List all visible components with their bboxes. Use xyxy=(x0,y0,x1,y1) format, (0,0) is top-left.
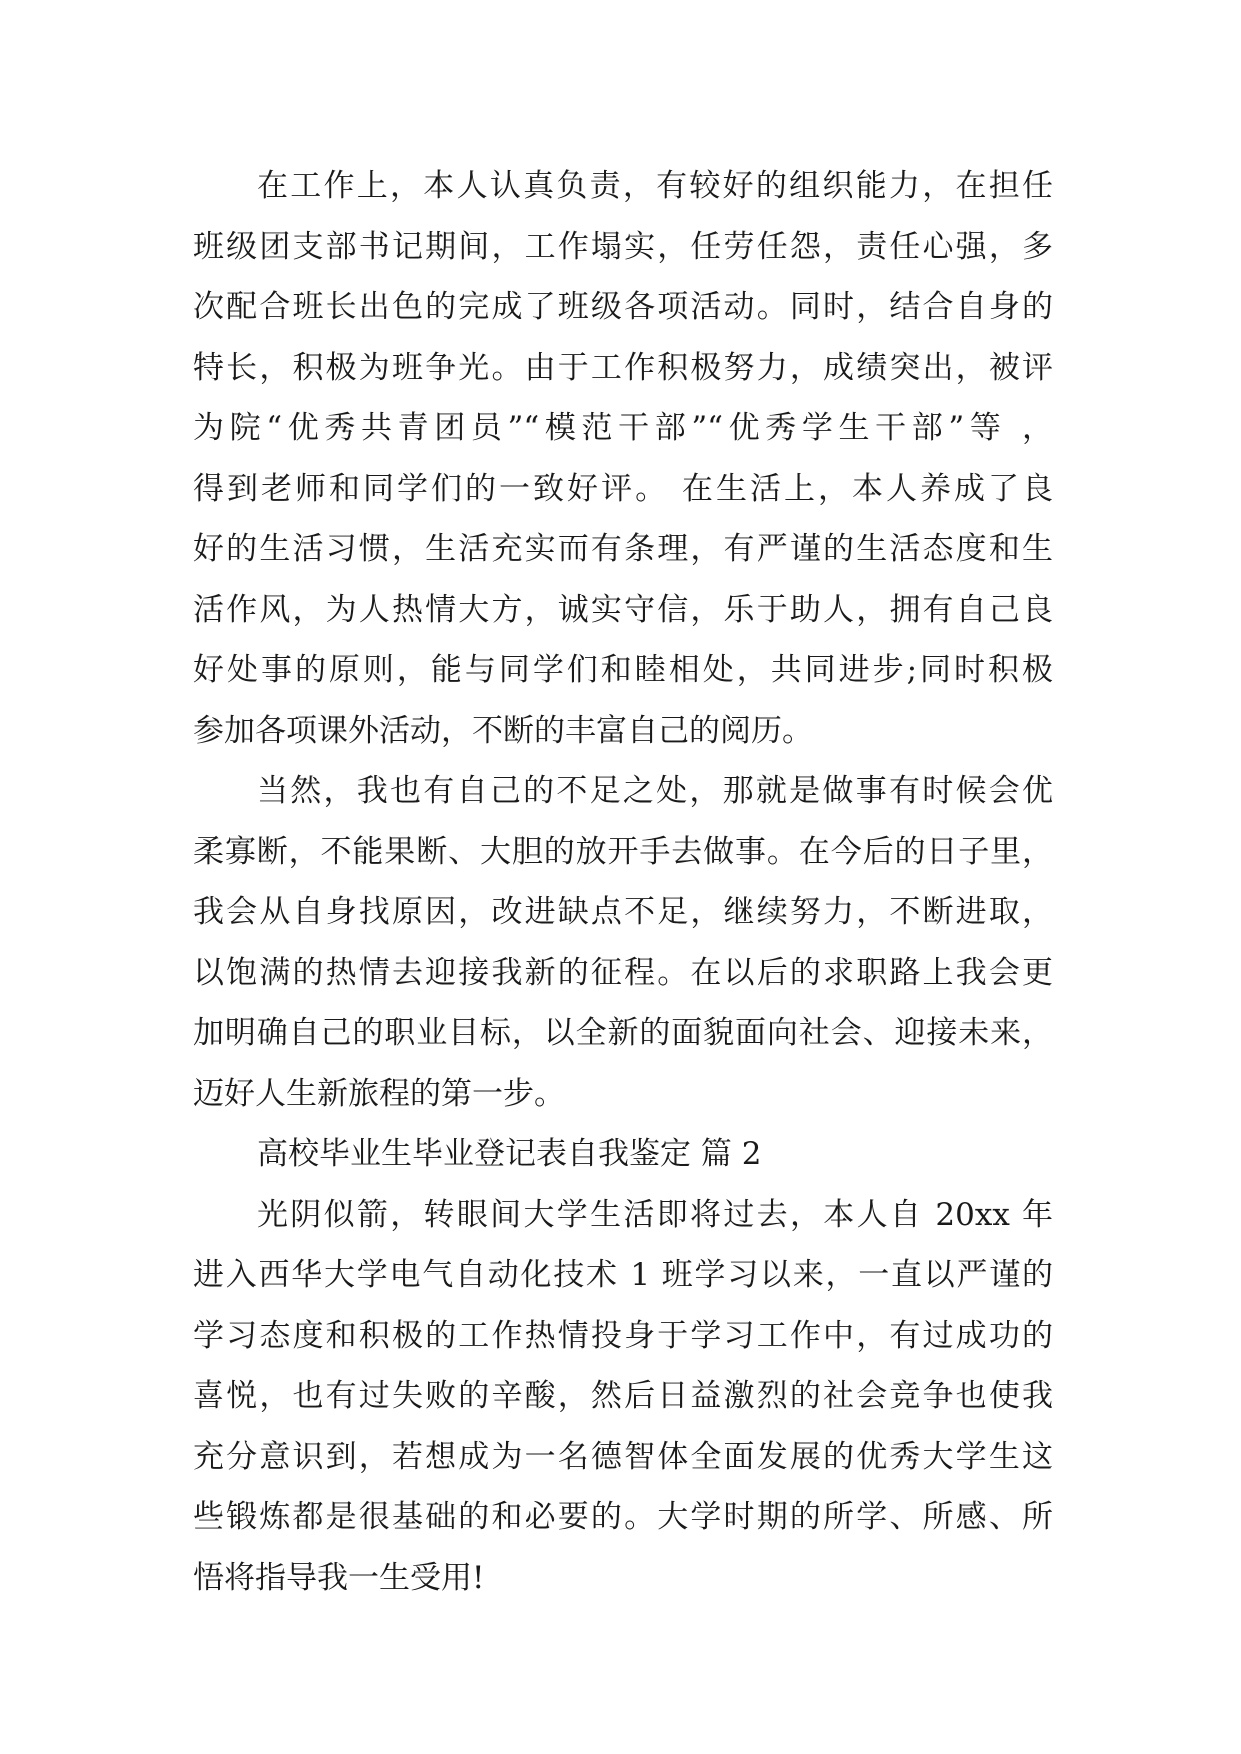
text-line: 进入西华大学电气自动化技术 1 班学习以来，一直以严谨的 xyxy=(193,1257,1053,1293)
text-line: 迈好人生新旅程的第一步。 xyxy=(193,1075,565,1112)
text-line: 特长，积极为班争光。由于工作积极努力，成绩突出，被评 xyxy=(193,349,1053,386)
text-line: 充分意识到，若想成为一名德智体全面发展的优秀大学生这 xyxy=(193,1438,1053,1475)
text-line: 参加各项课外活动，不断的丰富自己的阅历。 xyxy=(193,712,813,749)
text-line: 我会从自身找原因，改进缺点不足，继续努力，不断进取， xyxy=(193,894,1053,930)
text-line: 喜悦，也有过失败的辛酸，然后日益激烈的社会竞争也使我 xyxy=(193,1378,1053,1414)
text-line: 班级团支部书记期间，工作塌实，任劳任怨，责任心强，多 xyxy=(193,228,1053,265)
text-line: 柔寡断，不能果断、大胆的放开手去做事。在今后的日子里， xyxy=(193,833,1053,870)
text-line: 得到老师和同学们的一致好评。 在生活上，本人养成了良 xyxy=(193,470,1053,507)
text-line: 好处事的原则，能与同学们和睦相处，共同进步;同时积极 xyxy=(193,652,1053,688)
text-line: 为院“优秀共青团员”“模范干部”“优秀学生干部”等 ， xyxy=(193,410,1053,446)
text-line: 活作风，为人热情大方，诚实守信，乐于助人，拥有自己良 xyxy=(193,591,1053,628)
text-line: 高校毕业生毕业登记表自我鉴定 篇 2 xyxy=(257,1136,762,1172)
document-body xyxy=(193,156,1053,1608)
text-line: 在工作上，本人认真负责，有较好的组织能力，在担任 xyxy=(257,168,1053,204)
text-line: 好的生活习惯，生活充实而有条理，有严谨的生活态度和生 xyxy=(193,531,1053,567)
text-line: 当然，我也有自己的不足之处，那就是做事有时候会优 xyxy=(257,773,1053,809)
text-line: 次配合班长出色的完成了班级各项活动。同时，结合自身的 xyxy=(193,289,1053,325)
text-line: 以饱满的热情去迎接我新的征程。在以后的求职路上我会更 xyxy=(193,954,1053,991)
text-line: 学习态度和积极的工作热情投身于学习工作中，有过成功的 xyxy=(193,1317,1053,1354)
text-line: 些锻炼都是很基础的和必要的。大学时期的所学、所感、所 xyxy=(193,1499,1053,1535)
text-line: 光阴似箭，转眼间大学生活即将过去，本人自 20xx 年 xyxy=(257,1196,1053,1233)
text-line: 悟将指导我一生受用! xyxy=(193,1559,485,1596)
text-line: 加明确自己的职业目标，以全新的面貌面向社会、迎接未来， xyxy=(193,1015,1053,1051)
